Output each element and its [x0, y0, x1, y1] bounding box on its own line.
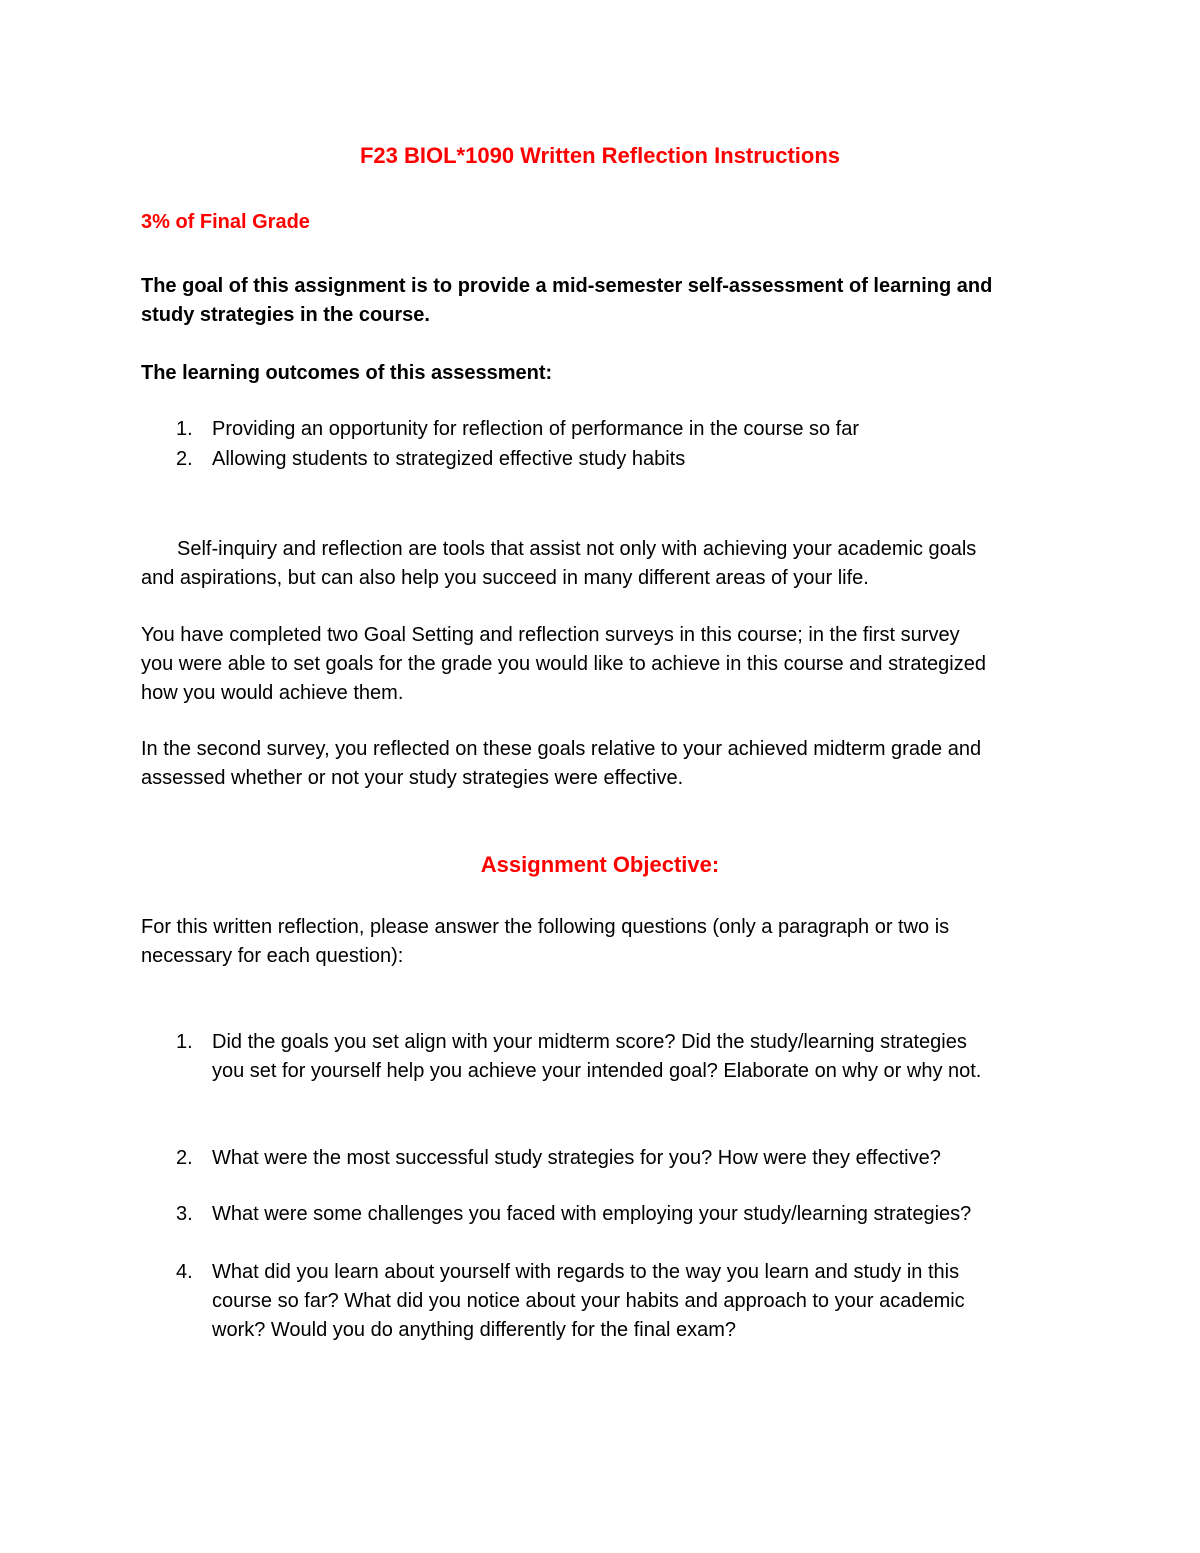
- second-line-1: In the second survey, you reflected on these goals relative to your achieved midterm grade and: [141, 738, 982, 760]
- question-item: [176, 1028, 1076, 1088]
- outcome-text: Providing an opportunity for reflection of performance in the course so far: [212, 418, 860, 440]
- outcome-item: [176, 415, 976, 444]
- question-line: What were the most successful study strategies for you? How were they effective?: [212, 1147, 941, 1169]
- question-item: [176, 1200, 1076, 1230]
- goal-line-1: The goal of this assignment is to provide a mid-semester self-assessment of learning and: [141, 275, 993, 297]
- question-number: 2.: [176, 1147, 193, 1169]
- objective-line-1: For this written reflection, please answer the following questions (only a paragraph or two is: [141, 916, 950, 938]
- question-item: [176, 1258, 1076, 1348]
- question-line: What were some challenges you faced with employing your study/learning strategies?: [212, 1203, 972, 1225]
- question-text: [212, 1200, 971, 1229]
- intro-line-1: Self-inquiry and reflection are tools that assist not only with achieving your academic goals: [177, 538, 977, 560]
- question-line: work? Would you do anything differently for the final exam?: [212, 1319, 737, 1341]
- question-number: 4.: [176, 1261, 193, 1283]
- goal-paragraph: [141, 272, 992, 330]
- document-title: F23 BIOL*1090 Written Reflection Instructions: [359, 143, 841, 168]
- surveys-line-1: You have completed two Goal Setting and reflection surveys in this course; in the first survey: [141, 624, 960, 646]
- question-line: Did the goals you set align with your midterm score? Did the study/learning strategies: [212, 1031, 967, 1053]
- intro-paragraph: [141, 535, 976, 593]
- second-line-2: assessed whether or not your study strategies were effective.: [141, 767, 684, 789]
- outcomes-heading: The learning outcomes of this assessment:: [141, 362, 553, 384]
- outcome-item: [176, 445, 976, 474]
- question-item: [176, 1144, 1076, 1174]
- second-survey-paragraph: [141, 735, 981, 793]
- surveys-paragraph: [141, 621, 986, 708]
- goal-line-2: study strategies in the course.: [141, 304, 430, 326]
- objective-paragraph: [141, 913, 949, 971]
- outcome-text: Allowing students to strategized effective study habits: [212, 448, 686, 470]
- objective-heading: Assignment Objective:: [480, 852, 720, 877]
- objective-line-2: necessary for each question):: [141, 945, 404, 967]
- grade-weight: 3% of Final Grade: [141, 211, 310, 233]
- outcome-number: 1.: [176, 418, 193, 440]
- question-text: [212, 1028, 981, 1086]
- outcomes-list: [176, 415, 976, 475]
- surveys-line-2: you were able to set goals for the grade you would like to achieve in this course and strategized: [141, 653, 986, 675]
- question-line: What did you learn about yourself with regards to the way you learn and study in this: [212, 1261, 960, 1283]
- surveys-line-3: how you would achieve them.: [141, 682, 404, 704]
- question-text: [212, 1144, 941, 1173]
- question-number: 1.: [176, 1031, 193, 1053]
- outcome-number: 2.: [176, 448, 193, 470]
- intro-line-2: and aspirations, but can also help you succeed in many different areas of your life.: [141, 567, 869, 589]
- question-number: 3.: [176, 1203, 193, 1225]
- question-text: [212, 1258, 965, 1345]
- question-line: you set for yourself help you achieve your intended goal? Elaborate on why or why not.: [212, 1060, 982, 1082]
- question-line: course so far? What did you notice about your habits and approach to your academic: [212, 1290, 965, 1312]
